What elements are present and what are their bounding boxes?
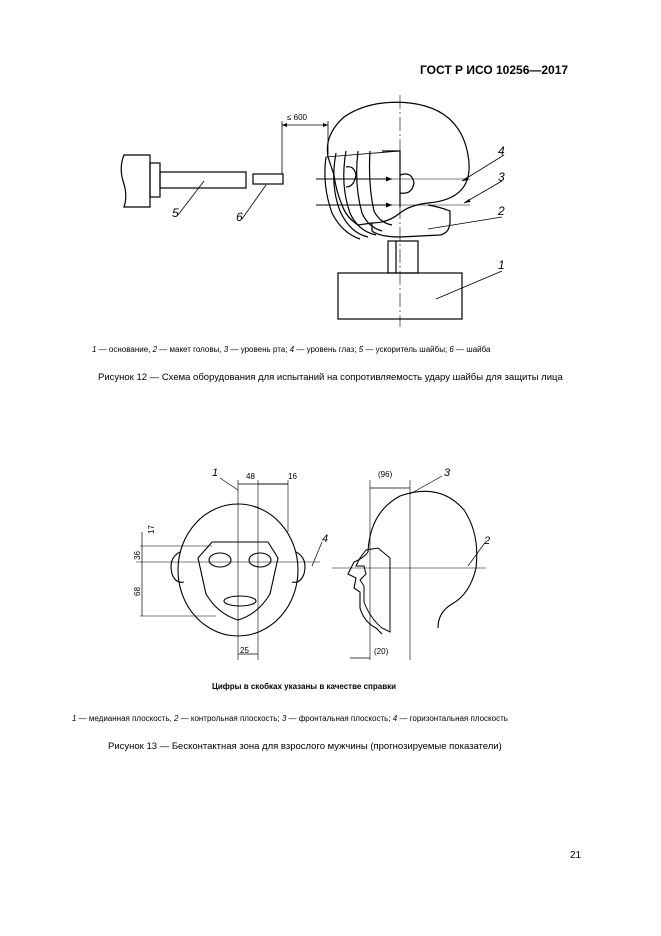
puck: [253, 174, 283, 184]
accelerator-block: [121, 155, 150, 207]
figure-12-caption: Рисунок 12 — Схема оборудования для испытаний на сопротивляемость удару шайбы для защиты лица: [98, 372, 563, 383]
figure-13-caption: Рисунок 13 — Бесконтактная зона для взрослого мужчины (прогнозируемые показатели): [108, 741, 502, 752]
dim-20: (20): [374, 647, 389, 656]
document-header: ГОСТ Р ИСО 10256—2017: [420, 63, 569, 77]
accelerator-flange: [150, 163, 160, 197]
mouth: [224, 596, 256, 606]
callout-1: 1: [212, 467, 219, 479]
figure-12-legend: 1 — основание, 2 — макет головы, 3 — уровень рта; 4 — уровень глаз; 5 — ускоритель шайбы; 6 — шайба: [92, 345, 491, 354]
profile-face: [348, 552, 382, 634]
page-number: 21: [570, 850, 582, 861]
callout-3: 3: [444, 467, 451, 479]
contact-zone-profile: [356, 548, 390, 632]
callout-3: 3: [498, 170, 505, 184]
dim-68: 68: [133, 587, 142, 596]
profile-head-outline: [368, 491, 477, 628]
callout-6: 6: [236, 210, 243, 224]
dim-25: 25: [240, 646, 249, 655]
dim-16: 16: [288, 472, 297, 481]
right-eye: [249, 553, 271, 567]
callout-2: 2: [484, 535, 491, 547]
figure-13-legend: 1 — медианная плоскость, 2 — контрольная плоскость; 3 — фронтальная плоскость; 4 — горизонтальная плоскость: [72, 714, 508, 723]
dim-96: (96): [378, 470, 393, 479]
dim-17: 17: [147, 525, 156, 534]
callout-1: 1: [498, 258, 505, 272]
dim-48: 48: [246, 472, 255, 481]
left-eye: [209, 553, 231, 567]
figure-12-drawing: [110, 95, 530, 335]
callout-5: 5: [172, 206, 179, 220]
head-outline: [327, 102, 469, 225]
figure-13-note: Цифры в скобках указаны в качестве справки: [212, 682, 397, 691]
dimension-600: ≤ 600: [287, 113, 307, 122]
accelerator-barrel: [160, 172, 246, 188]
dim-36: 36: [133, 551, 142, 560]
figure-13-drawing: [120, 462, 500, 667]
callout-4: 4: [498, 144, 505, 158]
callout-4: 4: [322, 533, 329, 545]
callout-2: 2: [498, 204, 505, 218]
stand-post: [388, 241, 418, 273]
